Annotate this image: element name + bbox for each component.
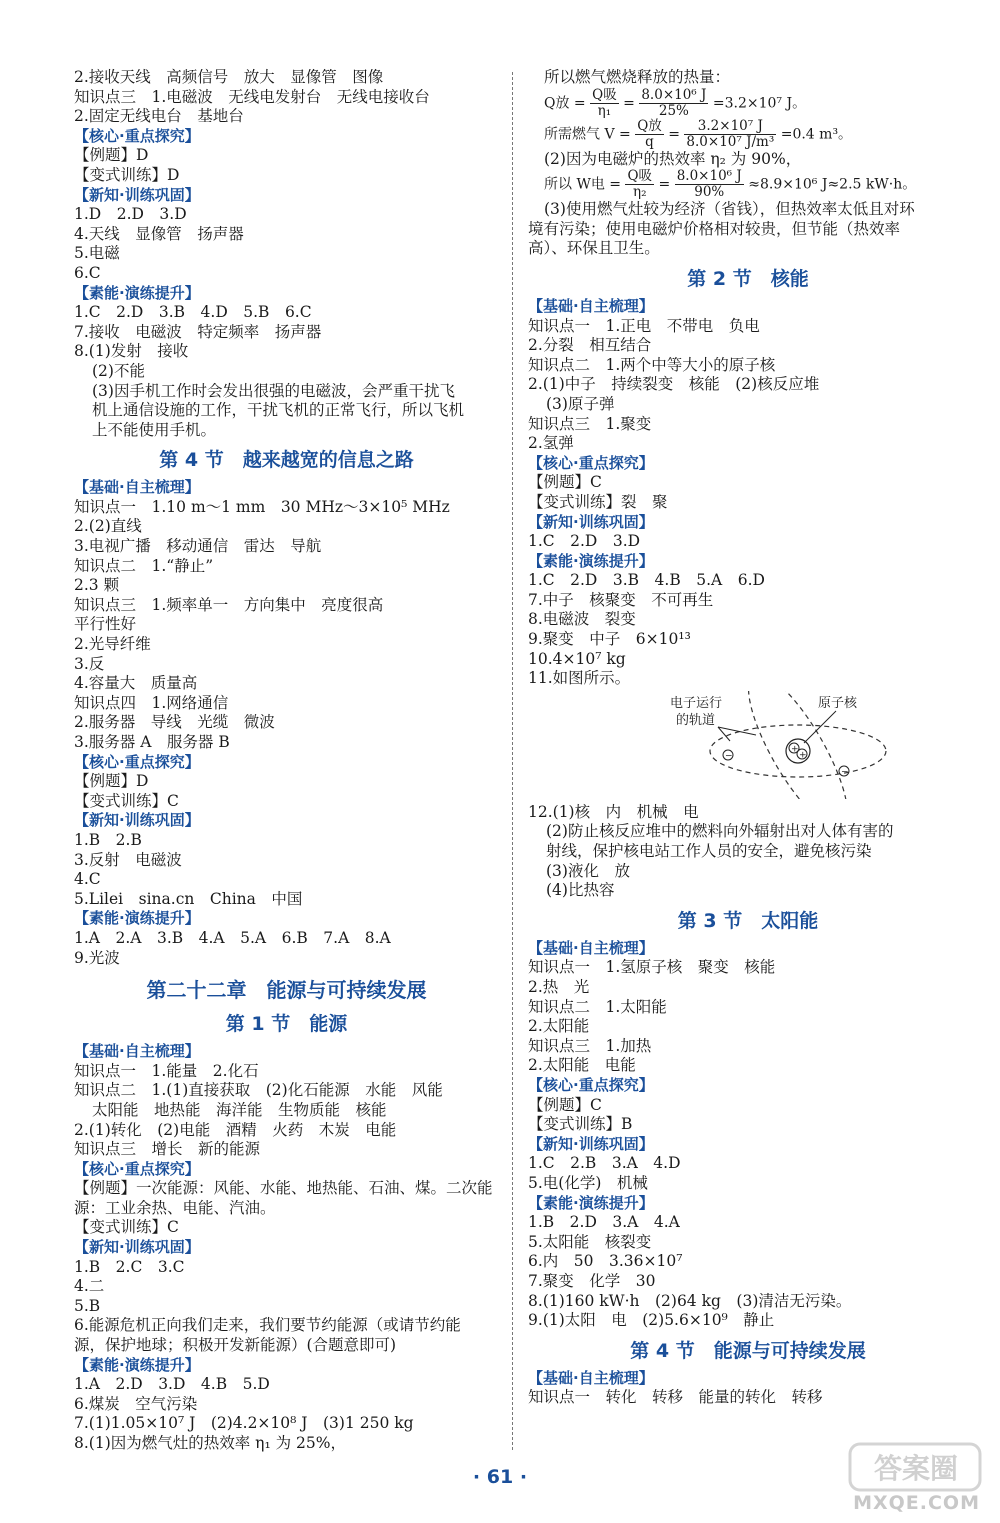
formula-result: ≈8.9×10⁶ J≈2.5 kW·h。 — [748, 176, 917, 193]
answer-line: 1.C 2.D 3.B 4.D 5.B 6.C — [74, 303, 312, 322]
section-label: 【素能·演练提升】 — [528, 551, 654, 570]
denominator: 25% — [658, 102, 689, 119]
formula-heat-released — [528, 88, 968, 119]
section-label: 【基础·自主梳理】 — [528, 938, 654, 957]
answer-line: 10.4×10⁷ kg — [528, 649, 626, 668]
answer-line: 1.B 2.C 3.C — [74, 1257, 185, 1276]
answer-line: 5.电磁 — [74, 244, 120, 263]
answer-line: (3)原子弹 — [546, 394, 615, 413]
section-label: 【新知·训练巩固】 — [74, 185, 200, 204]
answer-line: (3)液化 放 — [546, 861, 630, 880]
answer-line: 2.热 光 — [528, 978, 590, 996]
answer-line: 12.(1)核 内 机械 电 — [528, 802, 699, 821]
svg-text:+: + — [791, 744, 799, 755]
answer-line: 知识点四 1.网络通信 — [74, 693, 229, 712]
answer-line: 2.3 颗 — [74, 576, 120, 595]
section-heading: 第 2 节 核能 — [687, 267, 809, 290]
answer-line: 【例题】一次能源：风能、水能、地热能、石油、煤。二次能 — [74, 1179, 493, 1198]
answer-line: 高）、环保且卫生。 — [528, 239, 660, 258]
answer-line: 6.内 50 3.36×10⁷ — [528, 1252, 683, 1271]
formula-result: =0.4 m³。 — [780, 126, 853, 143]
section-heading: 第 4 节 能源与可持续发展 — [630, 1339, 866, 1362]
answer-line: 1.C 2.D 3.D — [528, 532, 641, 551]
section-label: 【新知·训练巩固】 — [74, 1238, 200, 1257]
answer-line: 9.聚变 中子 6×10¹³ — [528, 630, 691, 649]
answer-line: 8.(1)发射 接收 — [74, 342, 189, 361]
atom-diagram — [648, 691, 888, 799]
section-label: 【基础·自主梳理】 — [74, 478, 200, 497]
answer-line: 1.B 2.B — [74, 830, 142, 849]
answer-line: 知识点三 1.频率单一 方向集中 亮度很高 — [74, 595, 384, 614]
fraction — [675, 169, 744, 200]
answer-line: 【例题】C — [528, 473, 602, 492]
numerator: 3.2×10⁷ J — [684, 119, 776, 135]
equals-sign: = — [658, 176, 671, 193]
answer-line: 4.二 — [74, 1277, 105, 1296]
answer-line: 知识点二 1.太阳能 — [528, 997, 667, 1016]
answer-line: 1.A 2.A 3.B 4.A 5.A 6.B 7.A 8.A — [74, 928, 391, 947]
page-number: · 61 · — [472, 1466, 528, 1488]
svg-text:−: − — [841, 767, 849, 778]
answer-line: 6.能源危机正向我们走来，我们要节约能源（或请节约能 — [74, 1316, 461, 1335]
answer-line: (2)因为电磁炉的热效率 η₂ 为 90%， — [544, 149, 802, 168]
svg-text:−: − — [725, 751, 733, 762]
answer-line: 5.太阳能 核裂变 — [528, 1232, 652, 1251]
section-label: 【素能·演练提升】 — [74, 1355, 200, 1374]
answer-line: 4.天线 显像管 扬声器 — [74, 224, 244, 243]
answer-line: (3)使用燃气灶较为经济（省钱），但热效率太低且对环 — [544, 200, 915, 219]
answer-line: 2.(2)直线 — [74, 517, 142, 536]
answer-line: 2.接收天线 高频信号 放大 显像管 图像 — [74, 68, 384, 86]
fraction — [635, 119, 664, 150]
label-electron-orbit-1: 电子运行 — [670, 695, 723, 711]
formula-lhs: 所需燃气 V = — [544, 126, 631, 143]
answer-line: 所以燃气燃烧释放的热量： — [544, 68, 731, 86]
answer-line: (2)不能 — [92, 361, 145, 380]
answer-line: 知识点一 1.能量 2.化石 — [74, 1061, 259, 1080]
answer-line: 9.光波 — [74, 948, 120, 967]
answer-line: 【变式训练】C — [74, 791, 179, 810]
answer-line: 【变式训练】D — [74, 165, 180, 184]
watermark-site: MXQE.COM — [853, 1492, 980, 1514]
answer-line: 2.光导纤维 — [74, 635, 151, 654]
section-label: 【基础·自主梳理】 — [74, 1042, 200, 1061]
section-label: 【素能·演练提升】 — [74, 283, 200, 302]
answer-line: 6.煤炭 空气污染 — [74, 1394, 198, 1413]
answer-line: 11.如图所示。 — [528, 669, 631, 688]
label-electron-orbit-2: 的轨道 — [676, 712, 716, 728]
answer-line: 5.B — [74, 1296, 101, 1315]
answer-line: 2.分裂 相互结合 — [528, 336, 652, 355]
answer-line: 3.反射 电磁波 — [74, 850, 182, 869]
section-label: 【新知·训练巩固】 — [74, 811, 200, 830]
answer-line: 【例题】D — [74, 772, 149, 791]
answer-line: 太阳能 地热能 海洋能 生物质能 核能 — [92, 1100, 387, 1119]
answer-line: 2.太阳能 — [528, 1017, 590, 1036]
answer-line: 机上通信设施的工作，干扰飞机的正常飞行，所以飞机 — [92, 401, 465, 420]
answer-line: 知识点二 1.“静止” — [74, 556, 214, 575]
answer-line: 3.电视广播 移动通信 雷达 导航 — [74, 537, 322, 556]
denominator: 90% — [694, 184, 725, 201]
answer-line: 3.反 — [74, 654, 105, 673]
answer-line: (4)比热容 — [546, 881, 615, 900]
section-label: 【基础·自主梳理】 — [528, 296, 654, 315]
label-nucleus: 原子核 — [818, 695, 858, 711]
section-label: 【素能·演练提升】 — [528, 1193, 654, 1212]
answer-line: 6.C — [74, 263, 101, 282]
answer-line: 知识点三 1.聚变 — [528, 414, 652, 433]
answer-line: 【例题】D — [74, 146, 149, 165]
answer-line: 8.(1)因为燃气灶的热效率 η₁ 为 25%， — [74, 1434, 346, 1452]
formula-gas-volume — [528, 119, 968, 150]
svg-text:答案圈: 答案圈 — [873, 1452, 959, 1485]
section-label: 【核心·重点探究】 — [74, 752, 200, 771]
answer-line: 3.服务器 A 服务器 B — [74, 733, 230, 751]
answer-line: 知识点三 1.加热 — [528, 1036, 652, 1055]
answer-line: 2.固定无线电台 基地台 — [74, 107, 244, 126]
column-divider — [512, 72, 513, 1450]
section-label: 【素能·演练提升】 — [74, 909, 200, 928]
denominator: η₁ — [597, 102, 612, 119]
answer-line: 1.D 2.D 3.D — [74, 205, 187, 224]
section-label: 【基础·自主梳理】 — [528, 1368, 654, 1387]
numerator: Q吸 — [627, 168, 653, 185]
section-label: 【新知·训练巩固】 — [528, 512, 654, 531]
section-heading: 第 3 节 太阳能 — [677, 909, 819, 932]
answer-line: 知识点一 1.氢原子核 聚变 核能 — [528, 958, 776, 977]
fraction — [639, 88, 708, 119]
section-heading: 第 1 节 能源 — [225, 1013, 348, 1036]
answer-line: 1.C 2.B 3.A 4.D — [528, 1154, 681, 1173]
page-number-value: 61 — [486, 1466, 514, 1488]
svg-text:+: + — [799, 750, 807, 761]
answer-line: 上不能使用手机。 — [92, 420, 217, 439]
answer-line: 【例题】C — [528, 1095, 602, 1114]
answer-line: 1.B 2.D 3.A 4.A — [528, 1213, 680, 1232]
numerator: Q放 — [637, 117, 662, 134]
answer-line: 平行性好 — [74, 615, 137, 634]
formula-lhs: Q放 = — [544, 95, 586, 112]
answer-line: 8.电磁波 裂变 — [528, 610, 636, 629]
formula-electric-work — [528, 169, 968, 200]
answer-line: 知识点一 1.10 m～1 mm 30 MHz～3×10⁵ MHz — [74, 497, 450, 516]
answer-line: 7.中子 核聚变 不可再生 — [528, 590, 714, 609]
answer-line: 2.太阳能 电能 — [528, 1056, 636, 1075]
answer-line: 7.接收 电磁波 特定频率 扬声器 — [74, 322, 322, 341]
answer-line: 1.A 2.D 3.D 4.B 5.D — [74, 1375, 270, 1394]
section-label: 【核心·重点探究】 — [528, 453, 654, 472]
section-label: 【新知·训练巩固】 — [528, 1134, 654, 1153]
answer-line: 5.电(化学) 机械 — [528, 1173, 648, 1192]
numerator: Q吸 — [592, 86, 617, 103]
answer-line: (3)因手机工作时会发出很强的电磁波，会严重干扰飞 — [92, 381, 455, 400]
answer-line: 【变式训练】裂 聚 — [528, 492, 668, 511]
section-label: 【核心·重点探究】 — [74, 1159, 200, 1178]
answer-line: 知识点二 1.(1)直接获取 (2)化石能源 水能 风能 — [74, 1081, 443, 1100]
numerator: 8.0×10⁶ J — [641, 86, 707, 103]
answer-line: 源，保护地球；积极开发新能源）(合题意即可) — [74, 1336, 397, 1355]
answer-line: 2.服务器 导线 光缆 微波 — [74, 713, 275, 732]
answer-line: 知识点一 1.正电 不带电 负电 — [528, 316, 760, 335]
fraction — [590, 88, 619, 119]
equals-sign: = — [668, 126, 680, 143]
formula-result: =3.2×10⁷ J。 — [712, 95, 807, 112]
denominator: η₂ — [633, 184, 647, 201]
formula-lhs: 所以 W电 = — [544, 176, 622, 193]
answer-line: (2)防止核反应堆中的燃料向外辐射出对人体有害的 — [546, 822, 894, 841]
answer-line: 射线，保护核电站工作人员的安全，避免核污染 — [546, 842, 872, 861]
answer-line: 1.C 2.D 3.B 4.B 5.A 6.D — [528, 571, 765, 590]
answer-line: 知识点三 1.电磁波 无线电发射台 无线电接收台 — [74, 87, 430, 106]
equals-sign: = — [623, 95, 635, 112]
right-column — [528, 68, 968, 1408]
answer-line: 知识点三 增长 新的能源 — [74, 1140, 261, 1159]
answer-line: 8.(1)160 kW·h (2)64 kg (3)清洁无污染。 — [528, 1291, 852, 1310]
answer-line: 5.Lilei sina.cn China 中国 — [74, 889, 303, 908]
denominator: q — [645, 133, 654, 150]
left-column — [74, 68, 499, 1454]
answer-line: 9.(1)太阳 电 (2)5.6×10⁹ 静止 — [528, 1311, 775, 1330]
answer-line: 2.(1)转化 (2)电能 酒精 火药 木炭 电能 — [74, 1120, 397, 1139]
numerator: 8.0×10⁶ J — [676, 168, 742, 185]
answer-line: 4.容量大 质量高 — [74, 674, 198, 693]
section-label: 【核心·重点探究】 — [528, 1075, 654, 1094]
section-heading: 第 4 节 越来越宽的信息之路 — [159, 449, 414, 472]
answer-line: 7.(1)1.05×10⁷ J (2)4.2×10⁸ J (3)1 250 kg — [74, 1414, 414, 1433]
answer-line: 2.(1)中子 持续裂变 核能 (2)核反应堆 — [528, 375, 820, 394]
denominator: 8.0×10⁷ J/m³ — [686, 133, 775, 150]
answer-line: 4.C — [74, 870, 101, 889]
answer-line: 2.氢弹 — [528, 434, 574, 453]
answer-line: 【变式训练】C — [74, 1218, 179, 1237]
fraction — [625, 169, 654, 200]
answer-line: 【变式训练】B — [528, 1115, 633, 1134]
answer-line: 源：工业余热、电能、汽油。 — [74, 1198, 276, 1217]
section-label: 【核心·重点探究】 — [74, 126, 200, 145]
answer-line: 知识点一 转化 转移 能量的转化 转移 — [528, 1388, 823, 1407]
answer-line: 知识点二 1.两个中等大小的原子核 — [528, 355, 776, 374]
answer-line: 境有污染；使用电磁炉价格相对较贵，但节能（热效率 — [528, 219, 901, 238]
chapter-heading: 第二十二章 能源与可持续发展 — [146, 978, 427, 1003]
answer-line: 7.聚变 化学 30 — [528, 1271, 656, 1290]
fraction — [684, 119, 776, 150]
